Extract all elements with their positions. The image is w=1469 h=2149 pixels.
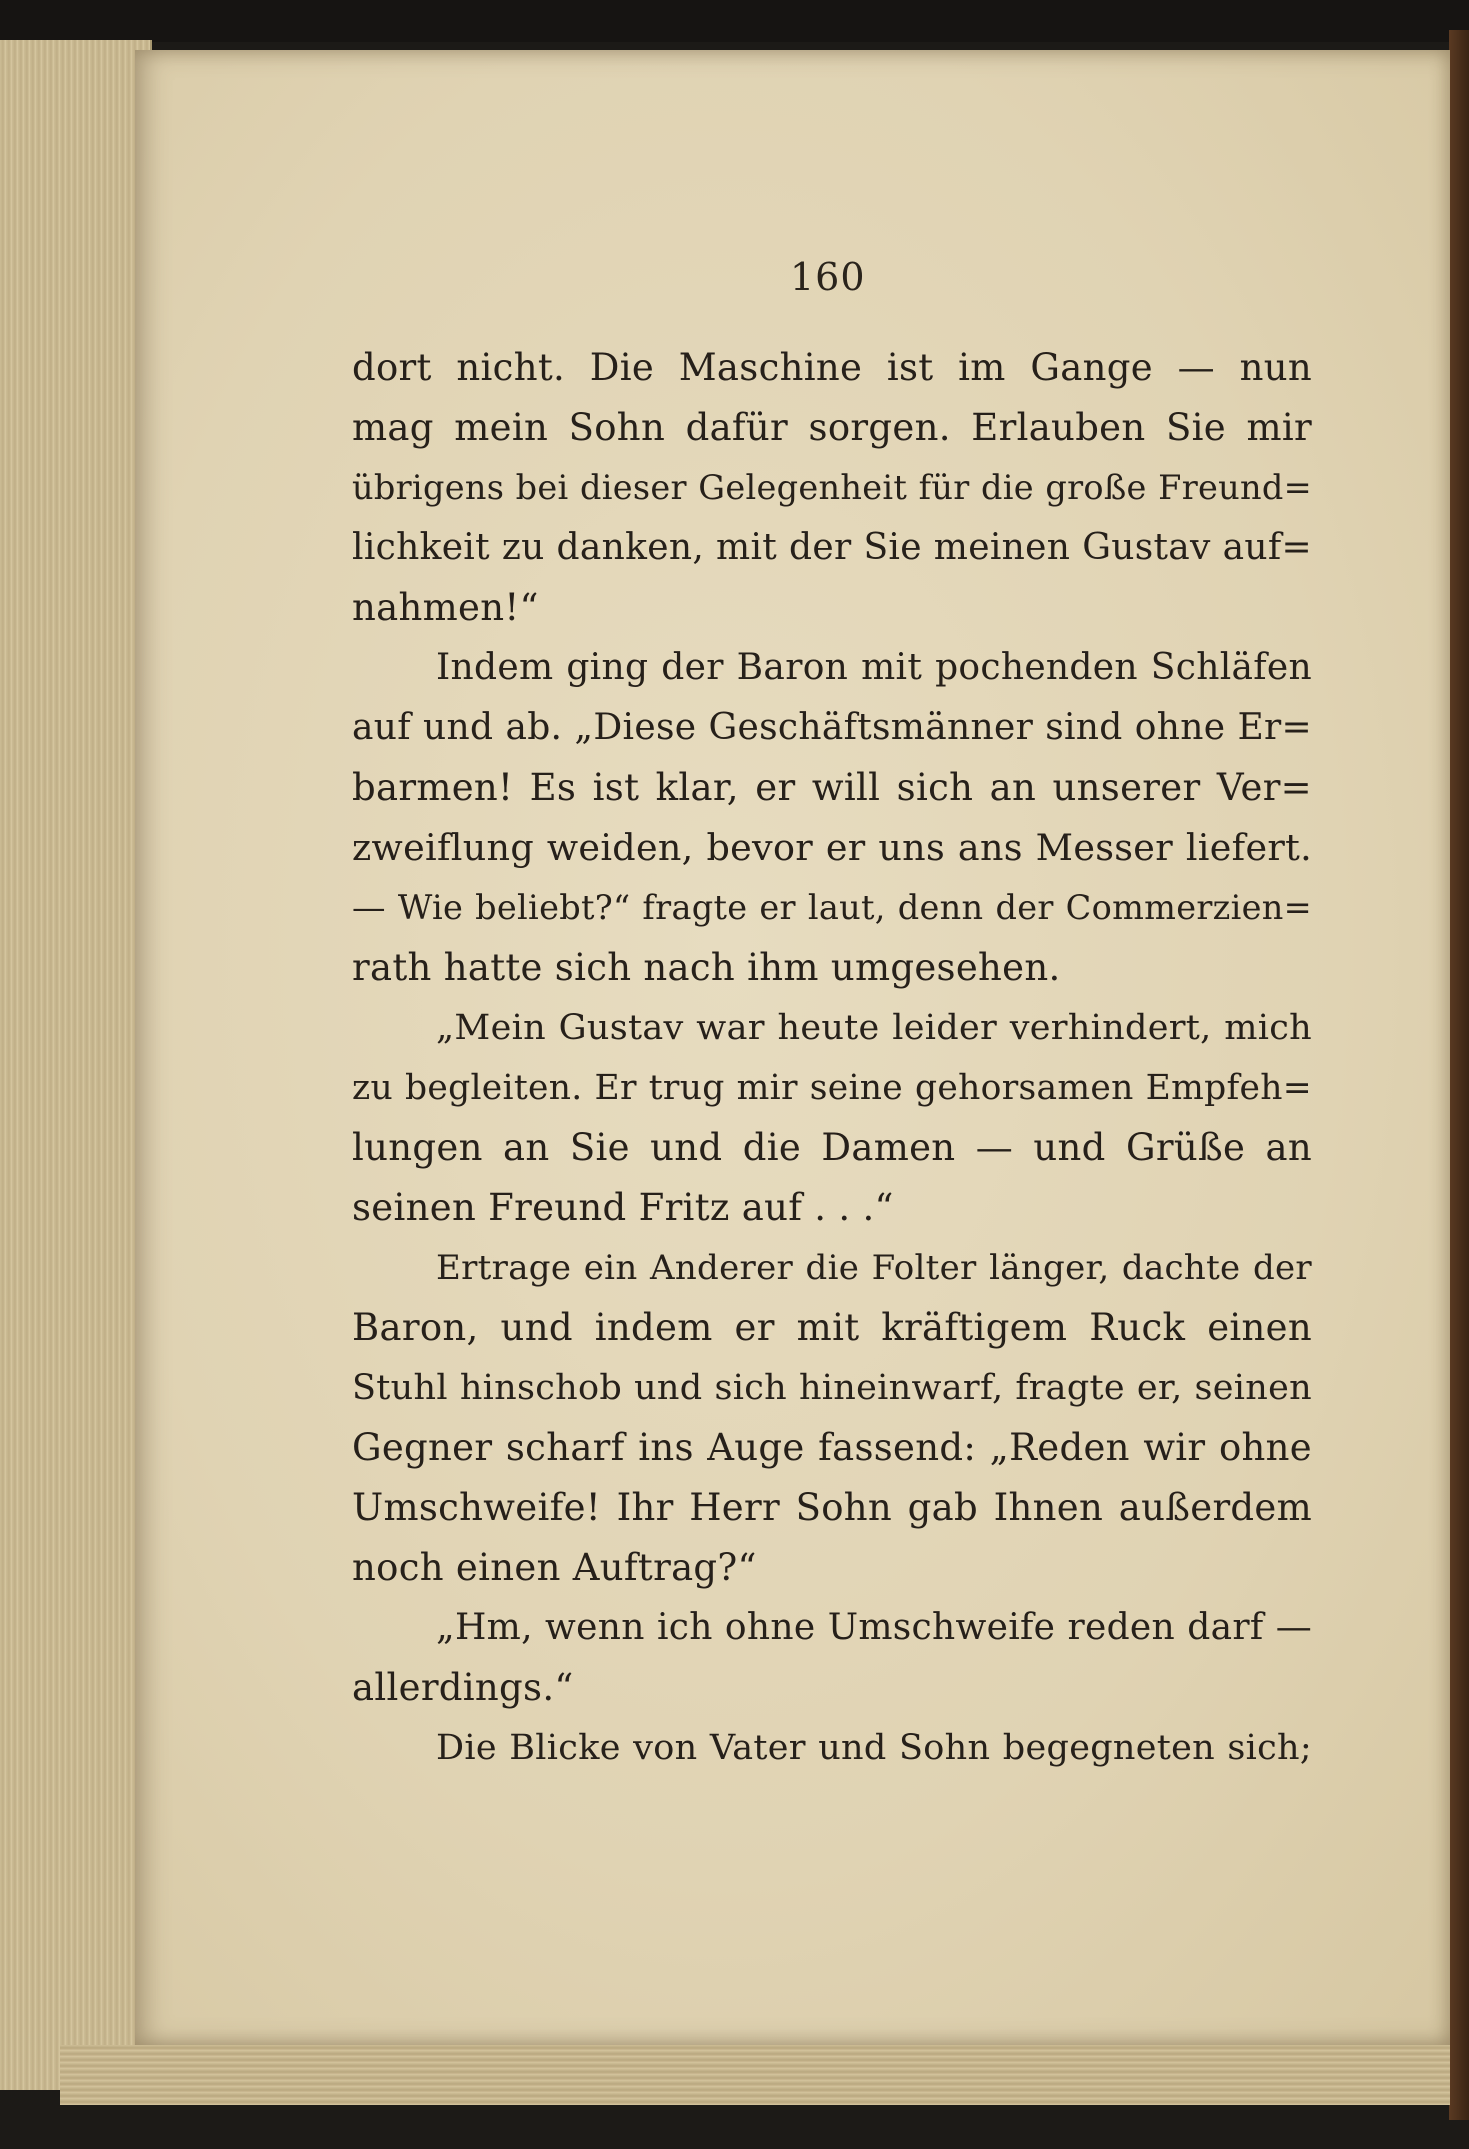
text-line: Stuhl hinschob und sich hineinwarf, fragte er, seinen [352, 1368, 1312, 1408]
text-line: Umschweife! Ihr Herr Sohn gab Ihnen außerdem [352, 1486, 1312, 1529]
text-line: Die Blicke von Vater und Sohn begegneten sich; [436, 1728, 1312, 1768]
text-line: lungen an Sie und die Damen — und Grüße an [352, 1126, 1312, 1169]
page-stack-left [0, 40, 152, 2090]
book-cover-edge [1449, 30, 1469, 2120]
text-line: Gegner scharf ins Auge fassend: „Reden wir ohne [352, 1426, 1312, 1469]
text-line: noch einen Auftrag?“ [352, 1546, 757, 1589]
text-line: mag mein Sohn dafür sorgen. Erlauben Sie mir [352, 406, 1312, 449]
text-line: dort nicht. Die Maschine ist im Gange — nun [352, 346, 1312, 389]
text-line: Baron, und indem er mit kräftigem Ruck einen [352, 1306, 1312, 1349]
text-line: „Hm, wenn ich ohne Umschweife reden darf — [436, 1607, 1312, 1648]
book-top-edge [0, 0, 1469, 42]
text-line: Ertrage ein Anderer die Folter länger, dachte der [436, 1248, 1312, 1288]
text-line: auf und ab. „Diese Geschäftsmänner sind ohne Er= [352, 707, 1312, 748]
text-line: nahmen!“ [352, 586, 539, 629]
text-line: lichkeit zu danken, mit der Sie meinen Gustav auf= [352, 527, 1312, 568]
text-line: — Wie beliebt?“ fragte er laut, denn der Commerzien= [352, 888, 1312, 927]
text-line: „Mein Gustav war heute leider verhindert, mich [436, 1008, 1312, 1048]
text-line: seinen Freund Fritz auf . . .“ [352, 1186, 894, 1229]
text-line: Indem ging der Baron mit pochenden Schläfen [436, 647, 1312, 688]
page-number: 160 [790, 255, 866, 299]
text-line: zweiflung weiden, bevor er uns ans Messer liefert. [352, 826, 1312, 869]
text-line: übrigens bei dieser Gelegenheit für die große Freund= [352, 468, 1312, 507]
text-line: allerdings.“ [352, 1666, 574, 1709]
body-text [352, 338, 1312, 1778]
page-stack-bottom [60, 2045, 1450, 2105]
text-line: rath hatte sich nach ihm umgesehen. [352, 946, 1061, 989]
text-line: barmen! Es ist klar, er will sich an unserer Ver= [352, 766, 1312, 809]
text-line: zu begleiten. Er trug mir seine gehorsamen Empfeh= [352, 1068, 1312, 1108]
